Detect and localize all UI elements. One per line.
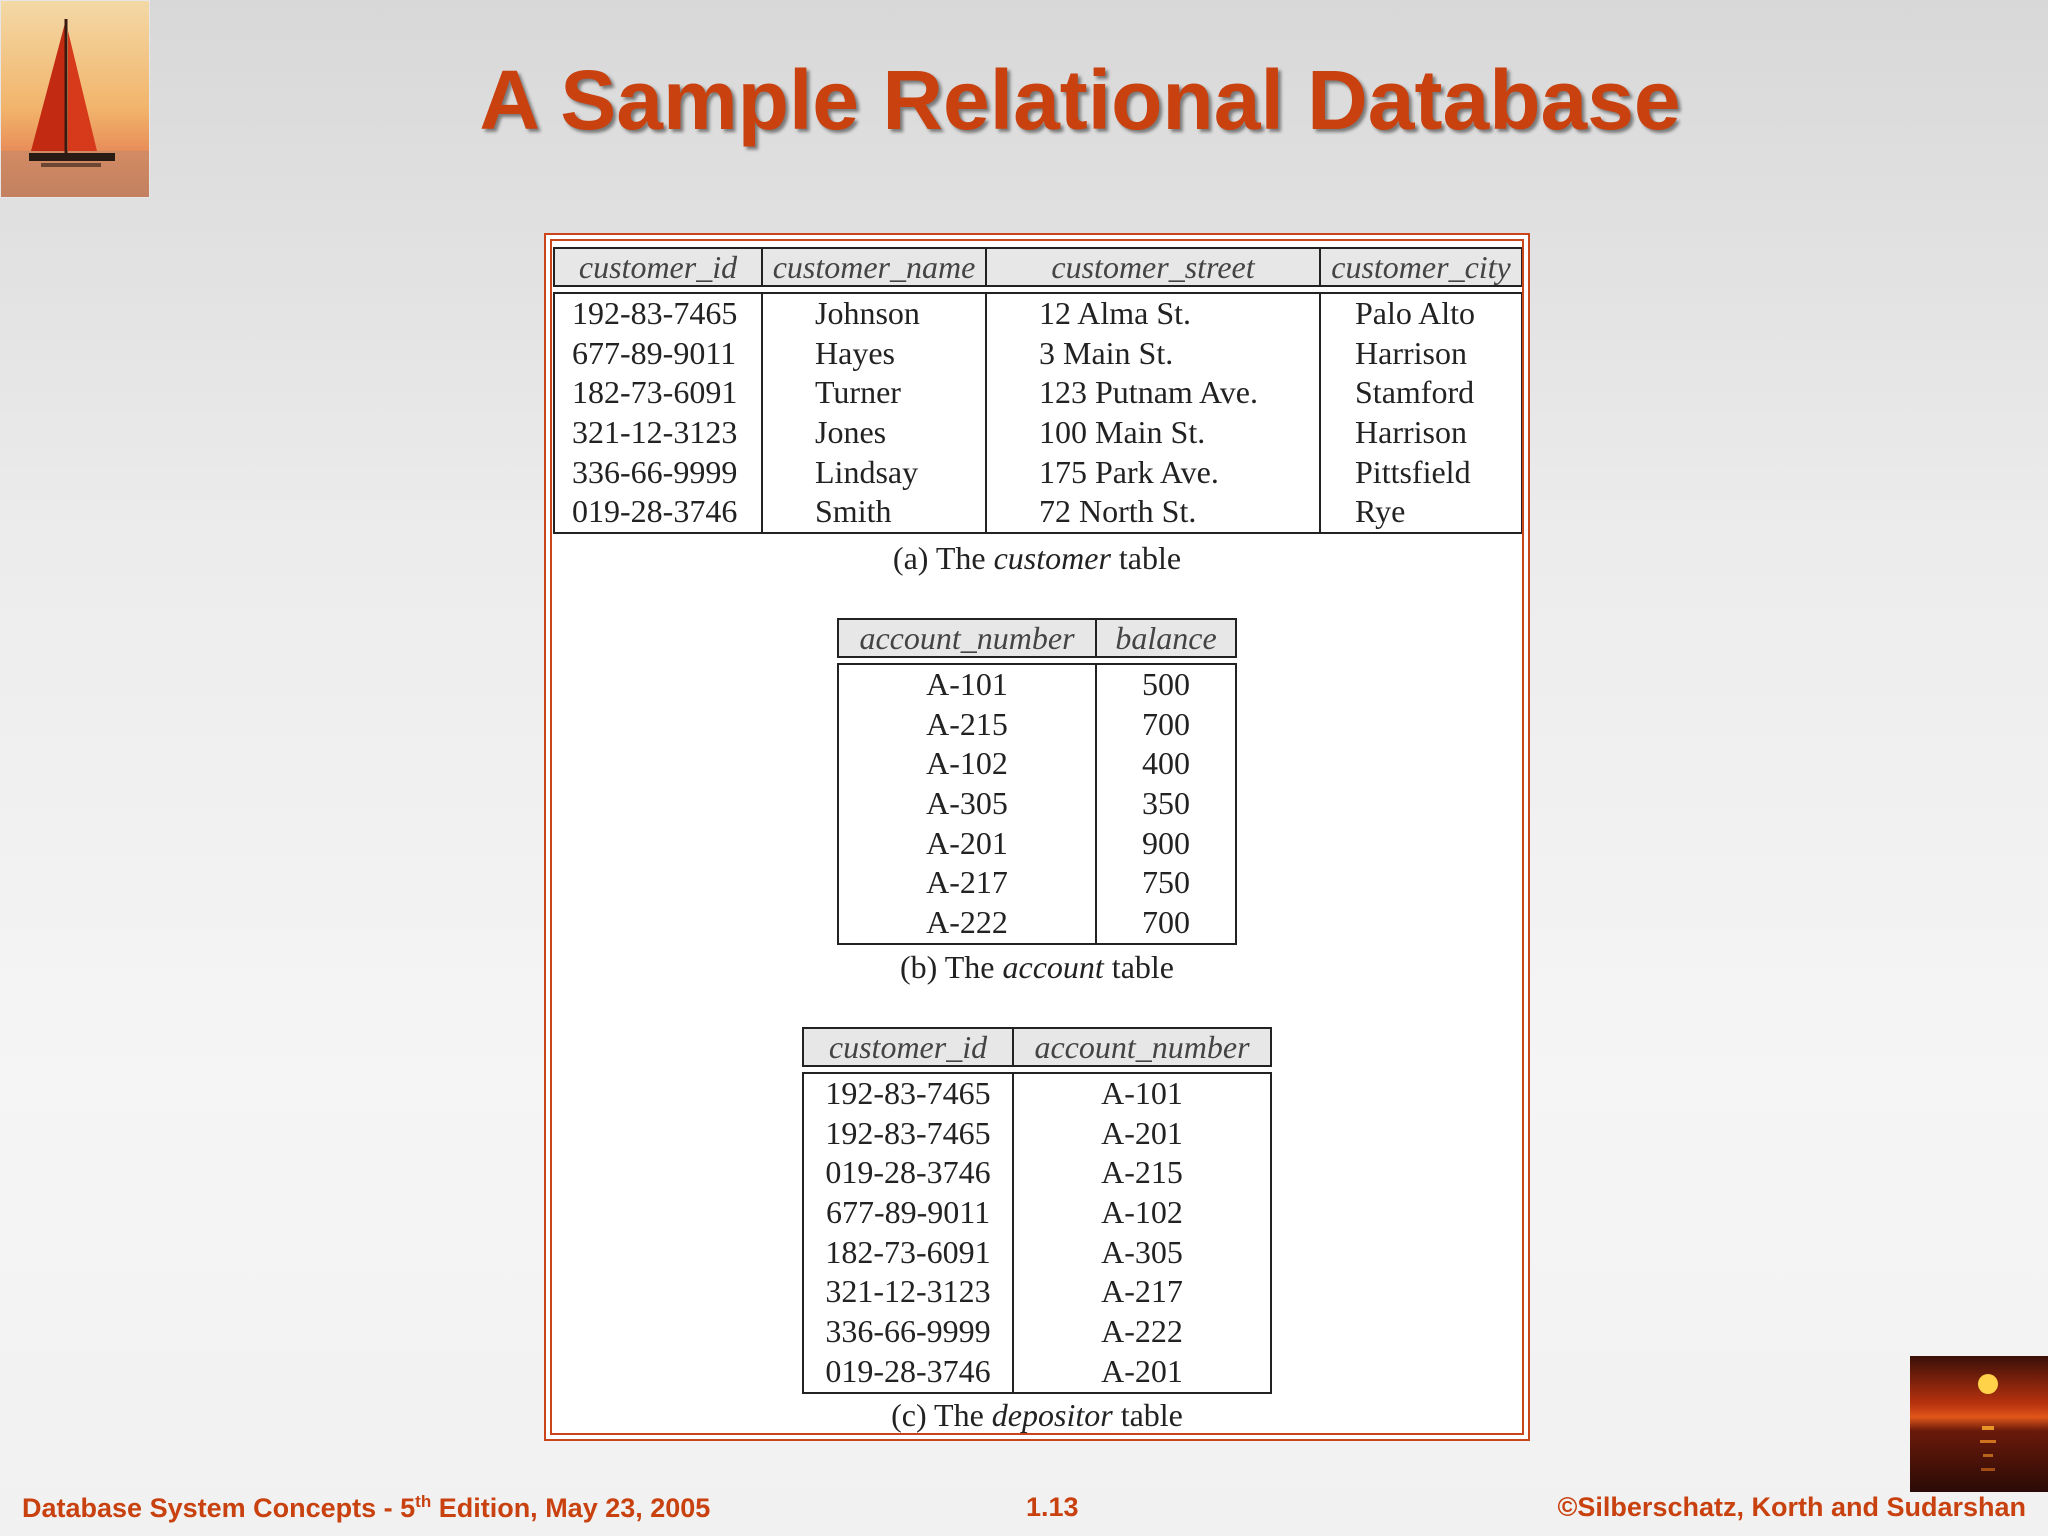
depositor-table-header	[802, 1027, 1272, 1067]
footer-left	[22, 1492, 710, 1524]
table-cell: 900	[1142, 824, 1190, 861]
table-cell: Turner	[815, 374, 901, 411]
table-cell: 400	[1142, 745, 1190, 782]
table-cell: 72 North St.	[1039, 493, 1197, 530]
table-column	[987, 294, 1321, 532]
sailboat-logo-icon	[0, 0, 150, 198]
table-column	[1321, 294, 1521, 532]
customer-table	[553, 247, 1523, 534]
table-cell: 192-83-7465	[825, 1075, 991, 1111]
table-cell: 175 Park Ave.	[1039, 453, 1219, 490]
table-cell: A-215	[1101, 1154, 1183, 1191]
table-column	[804, 1074, 1014, 1392]
table-cell: Harrison	[1355, 334, 1467, 371]
depositor-table-body	[802, 1072, 1272, 1394]
table-cell: 321-12-3123	[825, 1273, 991, 1310]
table-cell: 700	[1142, 705, 1190, 742]
table-column	[839, 665, 1097, 943]
table-cell: A-201	[1101, 1352, 1183, 1389]
table-cell: A-305	[1101, 1233, 1183, 1270]
table-cell: 019-28-3746	[572, 493, 738, 530]
table-cell: A-217	[1101, 1273, 1183, 1310]
depositor-table-caption	[546, 1397, 1528, 1434]
table-cell: Palo Alto	[1355, 295, 1476, 331]
column-header: account_number	[1034, 1029, 1250, 1065]
caption-text: (a) The	[892, 540, 994, 576]
table-cell: Johnson	[815, 295, 920, 331]
table-cell: Lindsay	[815, 453, 919, 490]
column-header: customer_street	[987, 249, 1321, 285]
caption-table-name: depositor	[991, 1397, 1113, 1433]
caption-text: (c) The	[891, 1397, 992, 1433]
table-cell: 123 Putnam Ave.	[1039, 374, 1258, 411]
footer-edition-suffix: th	[415, 1492, 432, 1511]
table-cell: A-102	[926, 745, 1008, 782]
account-table	[837, 618, 1237, 945]
sunset-image-icon	[1910, 1356, 2048, 1492]
table-cell: 192-83-7465	[572, 295, 738, 331]
figure-frame	[544, 233, 1530, 1441]
account-table-caption	[546, 949, 1528, 986]
table-cell: 100 Main St.	[1039, 414, 1206, 451]
table-cell: Jones	[815, 414, 887, 451]
table-cell: A-222	[1101, 1313, 1183, 1350]
table-cell: A-201	[926, 824, 1008, 861]
table-cell: 12 Alma St.	[1039, 295, 1192, 331]
caption-text: table	[1103, 949, 1174, 985]
table-cell: 019-28-3746	[825, 1154, 991, 1191]
footer-book-title: Database System Concepts - 5	[22, 1493, 416, 1523]
table-cell: Rye	[1355, 493, 1406, 530]
account-table-header	[837, 618, 1237, 658]
table-cell: A-102	[1101, 1194, 1183, 1231]
table-cell: 019-28-3746	[825, 1352, 991, 1389]
table-cell: A-215	[926, 705, 1008, 742]
table-cell: 336-66-9999	[572, 453, 738, 490]
table-cell: 192-83-7465	[825, 1114, 991, 1151]
table-cell: 336-66-9999	[825, 1313, 991, 1350]
account-table-body	[837, 663, 1237, 945]
table-cell: 750	[1142, 864, 1190, 901]
table-cell: Stamford	[1355, 374, 1475, 411]
table-cell: Smith	[815, 493, 892, 530]
caption-text: (b) The	[900, 949, 1003, 985]
table-cell: A-217	[926, 864, 1008, 901]
table-cell: A-101	[1101, 1075, 1183, 1111]
table-cell: 677-89-9011	[825, 1194, 991, 1231]
footer-page-number: 1.13	[1026, 1492, 1079, 1522]
table-column	[1097, 665, 1235, 943]
caption-table-name: customer	[993, 540, 1111, 576]
column-header: customer_name	[763, 249, 987, 285]
caption-text: table	[1112, 1397, 1183, 1433]
customer-table-body	[553, 292, 1523, 534]
table-cell: 3 Main St.	[1039, 334, 1174, 371]
table-cell: 700	[1142, 904, 1190, 941]
table-cell: 500	[1142, 666, 1190, 702]
table-column	[555, 294, 763, 532]
table-column	[763, 294, 987, 532]
table-cell: Hayes	[815, 334, 895, 371]
column-header: customer_id	[555, 249, 763, 285]
column-header: balance	[1115, 620, 1217, 656]
table-cell: A-222	[926, 904, 1008, 941]
column-header: customer_city	[1331, 249, 1511, 285]
customer-table-header	[553, 247, 1523, 287]
caption-text: table	[1110, 540, 1182, 576]
footer-date: Edition, May 23, 2005	[431, 1493, 711, 1523]
table-cell: 182-73-6091	[825, 1233, 991, 1270]
column-header: customer_id	[804, 1029, 1014, 1065]
slide-title: A Sample Relational Database	[479, 53, 1681, 147]
table-cell: 182-73-6091	[572, 374, 738, 411]
table-cell: Pittsfield	[1355, 453, 1471, 490]
column-header: account_number	[839, 620, 1097, 656]
customer-table-caption	[546, 540, 1528, 577]
table-cell: A-101	[926, 666, 1008, 702]
table-cell: 321-12-3123	[572, 414, 738, 451]
table-cell: A-305	[926, 785, 1008, 822]
table-column	[1014, 1074, 1270, 1392]
caption-table-name: account	[1002, 949, 1104, 985]
table-cell: A-201	[1101, 1114, 1183, 1151]
table-cell: 677-89-9011	[572, 334, 737, 371]
depositor-table	[802, 1027, 1272, 1394]
footer-copyright: ©Silberschatz, Korth and Sudarshan	[1557, 1492, 2026, 1522]
table-cell: 350	[1142, 785, 1190, 822]
table-cell: Harrison	[1355, 414, 1467, 451]
